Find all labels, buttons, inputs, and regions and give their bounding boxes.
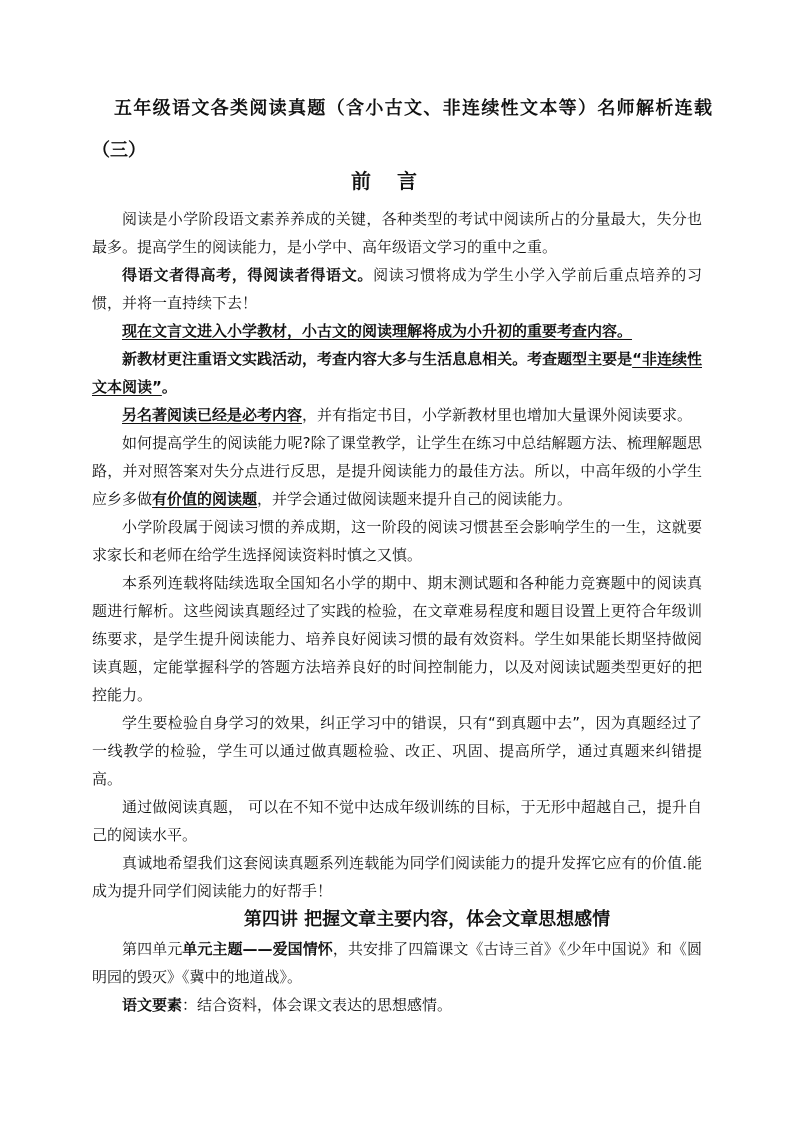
paragraph-text: ，并有指定书目，小学新教材里也增加大量课外阅读要求。 [302,406,693,424]
paragraph-9: 学生要检验自身学习的效果，纠正学习中的错误，只有“到真题中去”，因为真题经过了一线教学的检验，学生可以通过做真题检验、改正、巩固、提高所学，通过真题来纠错提高。 [92,714,702,788]
paragraph-text: ：结合资料，体会课文表达的思想感情。 [182,996,453,1014]
lecture-heading: 第四讲 把握文章主要内容，体会文章思想感情 [243,909,611,930]
paragraph-7: 小学阶段属于阅读习惯的养成期，这一阶段的阅读习惯甚至会影响学生的一生，这就要求家长和老师在给学生选择阅读资料时慎之又慎。 [92,518,702,564]
paragraph-5 [92,401,702,429]
emphasis-text: 新教材更注重语文实践活动，考查内容大多与生活息息相关。考查题型主要是 [122,350,633,368]
emphasis-quote: “非连续性文本阅读” [92,350,702,396]
paragraph-10: 通过做阅读真题， 可以在不知不觉中达成年级训练的目标，于无形中超越自己，提升自己的阅读水平。 [92,798,702,844]
emphasis-text: 另名著阅读已经是必考内容 [122,406,303,424]
emphasis-text: 得语文者得高考，得阅读者得语文。 [122,266,374,284]
preface-heading: 前言 [351,169,443,193]
paragraph-text: 。 [161,378,177,396]
paragraph-text: ，并学会通过做阅读题来提升自己的阅读能力。 [257,490,573,508]
emphasis-text: 单元主题——爱国情怀 [182,940,333,958]
document-body [92,205,702,1019]
paragraph-8: 本系列连载将陆续选取全国知名小学的期中、期末测试题和各种能力竞赛题中的阅读真题进行解析。这些阅读真题经过了实践的检验，在文章难易程度和题目设置上更符合年级训练要求，是学生提升阅读能力、培养良好阅读习惯的最有效资料。学生如果能长期坚持做阅读真题，定能掌握科学的答题方法培养良好的时间控制能力，以及对阅读试题类型更好的把控能力。 [92,574,702,704]
paragraph-text: 第四单元 [122,940,183,958]
paragraph-13 [92,991,702,1019]
paragraph-11: 真诚地希望我们这套阅读真题系列连载能为同学们阅读能力的提升发挥它应有的价值.能成为提升同学们阅读能力的好帮手！ [92,854,702,900]
paragraph-6 [92,429,702,513]
document-title: 五年级语文各类阅读真题（含小古文、非连续性文本等）名师解析连载（三） [92,98,712,161]
emphasis-text: 有价值的阅读题 [152,490,258,508]
paragraph-2 [92,261,702,317]
paragraph-4 [92,345,702,401]
paragraph-text: ，共安排了四篇课文《古诗三首》《少年中国说》和《圆明园的毁灭》《冀中的地道战》。 [92,940,702,986]
paragraph-1: 阅读是小学阶段语文素养养成的关键，各种类型的考试中阅读所占的分量最大，失分也最多。提高学生的阅读能力，是小学中、高年级语文学习的重中之重。 [92,210,702,256]
paragraph-3 [92,317,702,345]
emphasis-text: 现在文言文进入小学教材，小古文的阅读理解将成为小升初的重要考查内容。 [122,322,633,340]
paragraph-text: 如何提高学生的阅读能力呢?除了课堂教学，让学生在练习中总结解题方法、梳理解题思路，并对照答案对失分点进行反思，是提升阅读能力的最佳方法。所以，中高年级的小学生应乡多做 [92,434,702,508]
paragraph-12 [92,935,702,991]
paragraph-text: 阅读习惯将成为学生小学入学前后重点培养的习惯，并将一直持续下去！ [92,266,702,312]
emphasis-text: 语文要素 [122,996,183,1014]
